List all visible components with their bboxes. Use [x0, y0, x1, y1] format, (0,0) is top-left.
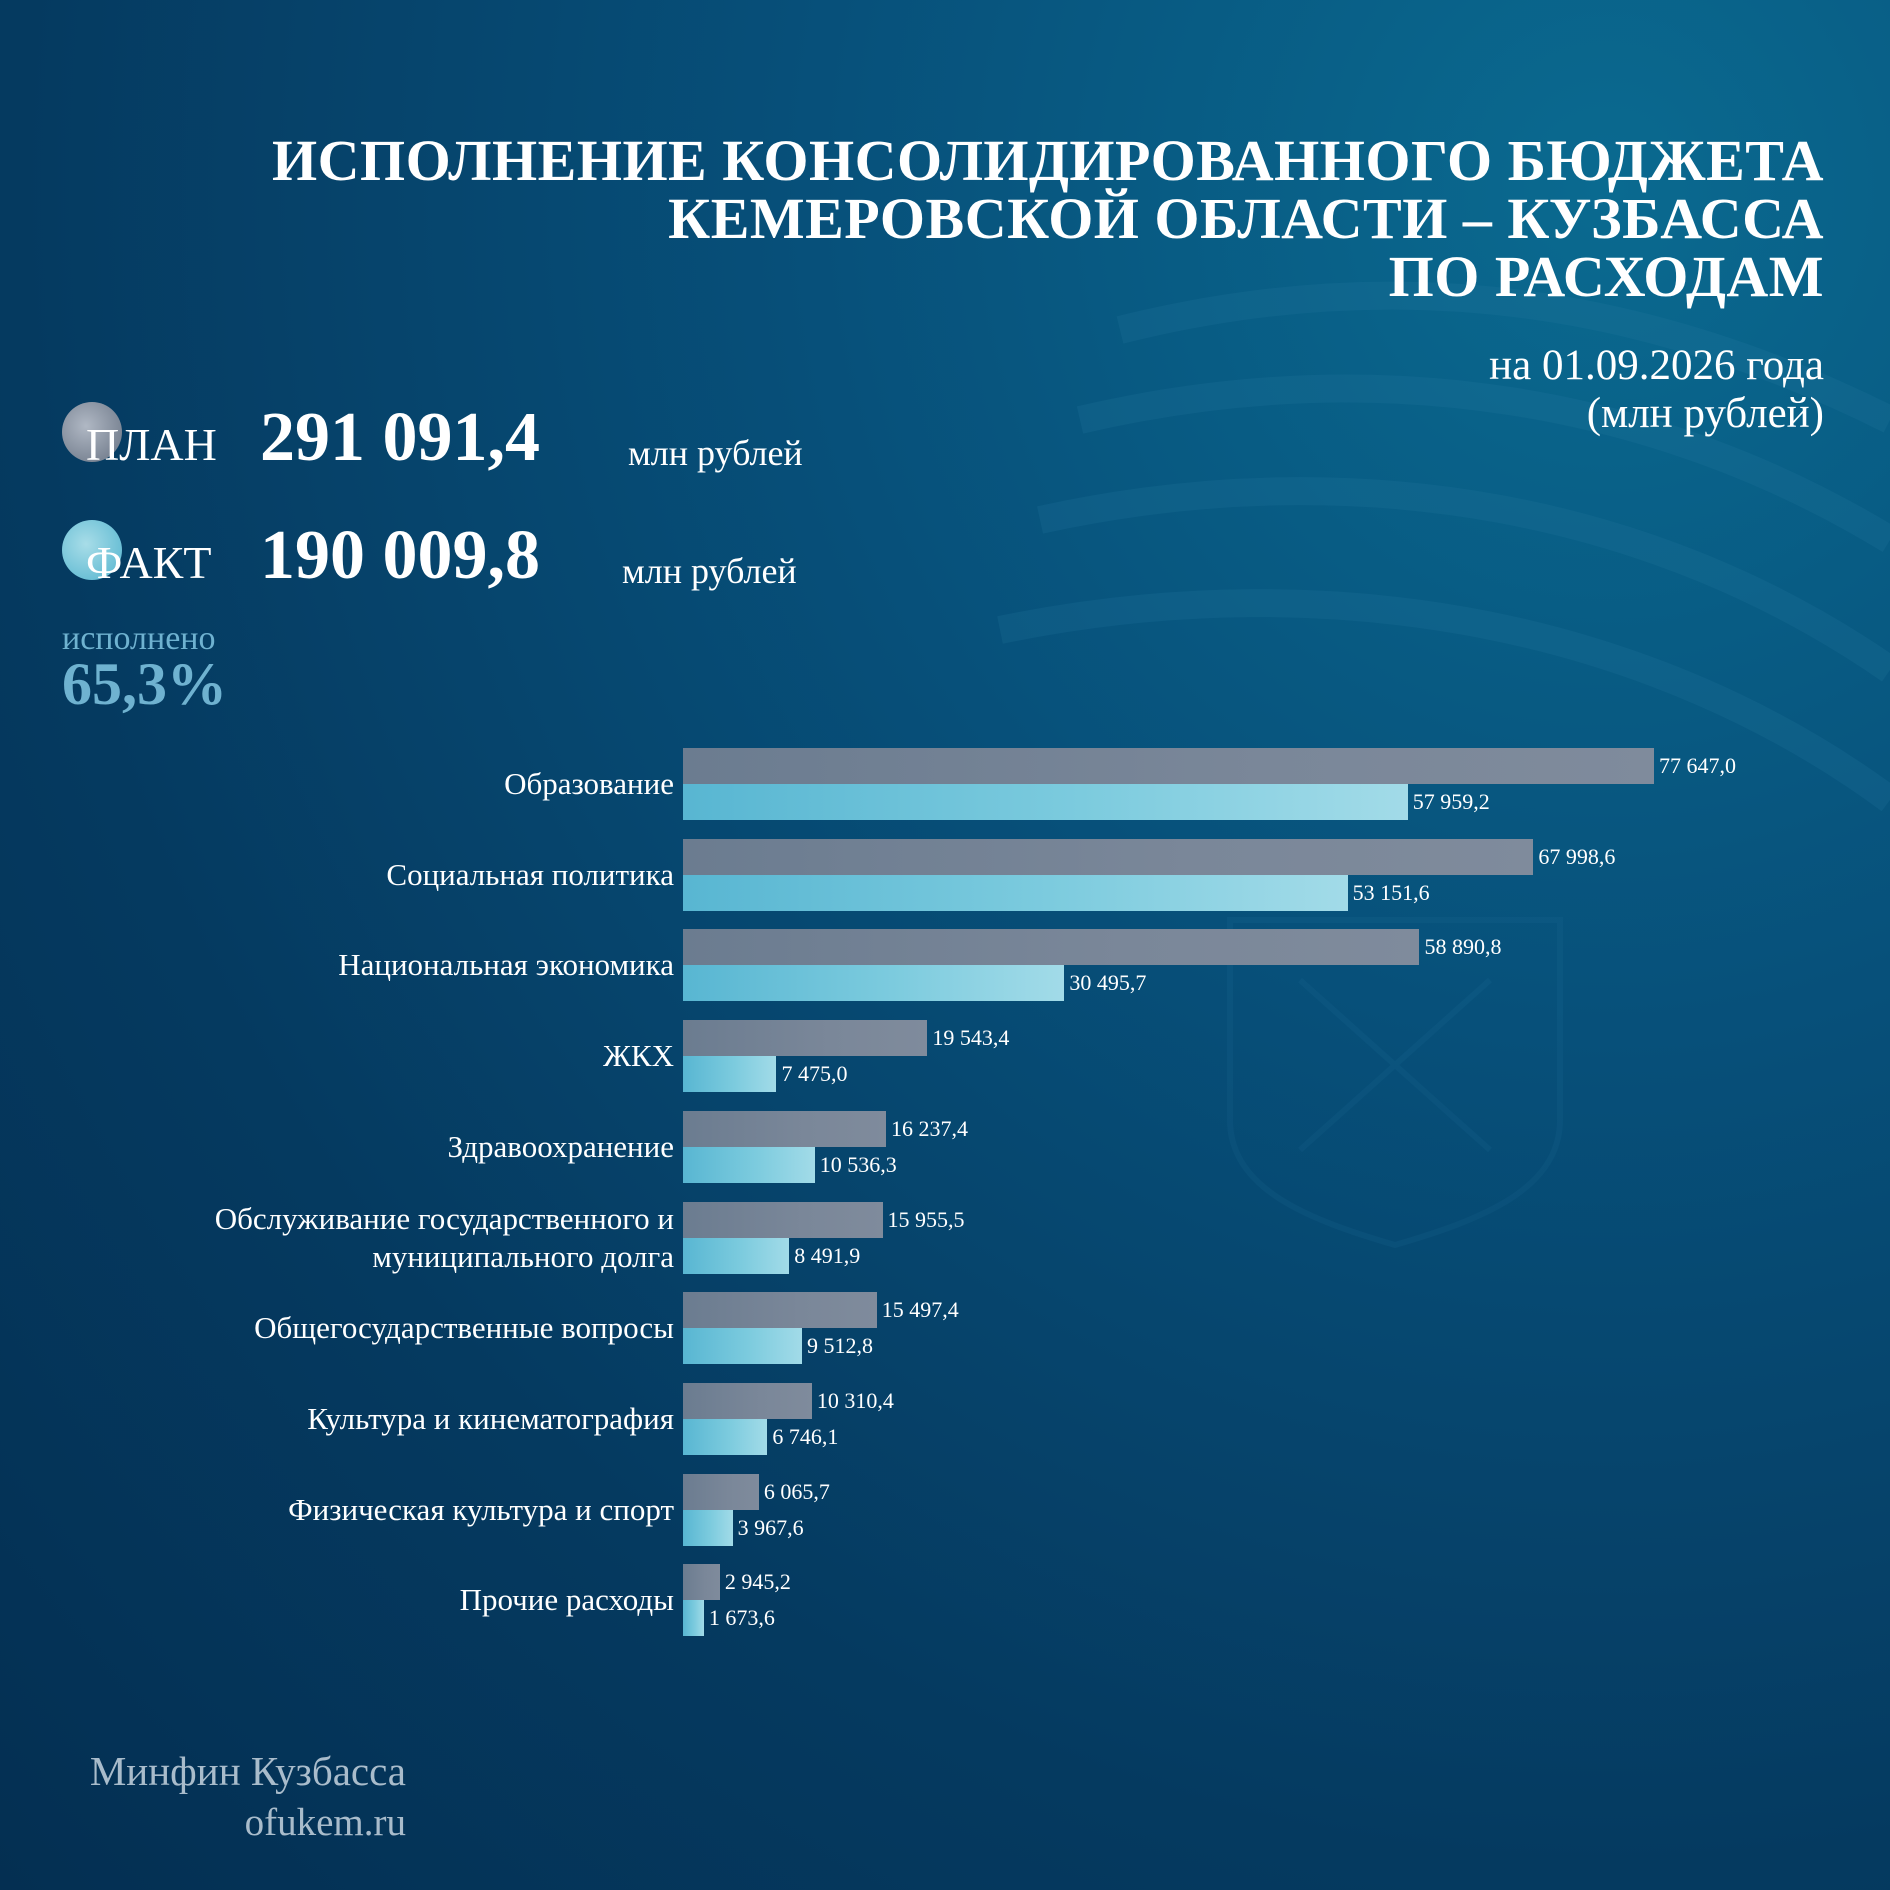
plan-value: 291 091,4: [260, 399, 540, 476]
fact-bar: [683, 1419, 767, 1455]
plan-value-label: 15 497,4: [881, 1297, 959, 1323]
fact-bar: [683, 1600, 704, 1636]
title-line-3: ПО РАСХОДАМ: [1388, 244, 1824, 309]
fact-value-label: 57 959,2: [1412, 789, 1490, 814]
fact-value: 190 009,8: [260, 517, 540, 594]
date-line: на 01.09.2026 года: [1489, 342, 1824, 389]
category-label: [448, 1128, 675, 1166]
fact-bar: [683, 1147, 815, 1183]
category-label-line: Здравоохранение: [447, 1128, 674, 1164]
plan-value-label: 10 310,4: [816, 1387, 894, 1413]
fact-value-label: 10 536,3: [819, 1151, 897, 1177]
plan-value-label: 67 998,6: [1538, 843, 1616, 869]
plan-bar: [683, 839, 1533, 875]
fact-bar: [683, 784, 1408, 820]
category-label-line: Культура и кинематография: [307, 1400, 674, 1436]
fact-bar: [683, 1238, 789, 1274]
fact-value-label: 1 673,6: [708, 1605, 775, 1631]
fact-bar: [683, 1328, 802, 1364]
plan-bar: [683, 1202, 883, 1238]
plan-label: ПЛАН: [86, 419, 217, 470]
plan-value-label: 2 945,2: [724, 1569, 791, 1595]
plan-value-label: 15 955,5: [887, 1206, 965, 1232]
plan-bar: [683, 1111, 886, 1147]
category-label: [504, 765, 674, 803]
fact-bar: [683, 875, 1348, 911]
category-label-line: ЖКХ: [603, 1038, 674, 1074]
execution-percent: 65,3%: [62, 651, 227, 717]
category-label: [460, 1581, 674, 1619]
plan-value-label: 16 237,4: [891, 1115, 969, 1141]
category-label: [603, 1037, 674, 1075]
category-label-line: Общегосударственные вопросы: [254, 1310, 674, 1346]
category-label-line: Национальная экономика: [338, 947, 674, 983]
plan-bar: [683, 1020, 927, 1056]
plan-bar: [683, 1383, 812, 1419]
fact-bar: [683, 1510, 733, 1546]
plan-bar: [683, 1564, 720, 1600]
plan-value-label: 58 890,8: [1424, 934, 1502, 960]
fact-unit: млн рублей: [622, 551, 797, 591]
plan-unit: млн рублей: [628, 433, 803, 473]
category-label: [215, 1200, 674, 1276]
fact-bar: [683, 1056, 776, 1092]
category-label: [386, 856, 674, 894]
fact-value-label: 9 512,8: [806, 1333, 873, 1359]
plan-bar: [683, 748, 1654, 784]
fact-label: ФАКТ: [86, 537, 212, 588]
category-label-line: Обслуживание государственного и: [214, 1200, 674, 1236]
category-label: [288, 1491, 674, 1529]
footer-site[interactable]: ofukem.ru: [244, 1801, 406, 1844]
category-label-line: Образование: [504, 766, 674, 801]
plan-value-label: 77 647,0: [1659, 753, 1736, 778]
fact-value-label: 8 491,9: [794, 1242, 861, 1268]
category-label-line: Физическая культура и спорт: [288, 1491, 674, 1527]
category-label-line: муниципального долга: [372, 1238, 674, 1274]
fact-value-label: 30 495,7: [1069, 970, 1147, 996]
category-label: [338, 946, 674, 984]
plan-value-label: 19 543,4: [932, 1025, 1010, 1051]
units-line: (млн рублей): [1586, 390, 1824, 437]
category-label-line: Прочие расходы: [459, 1582, 674, 1618]
plan-bar: [683, 929, 1419, 965]
category-label: [254, 1309, 674, 1347]
plan-bar: [683, 1474, 759, 1510]
fact-value-label: 6 746,1: [772, 1423, 839, 1449]
category-label-line: Социальная политика: [386, 856, 674, 892]
footer-org: Минфин Кузбасса: [89, 1748, 406, 1794]
title-line-2: КЕМЕРОВСКОЙ ОБЛАСТИ – КУЗБАССА: [668, 186, 1824, 251]
plan-bar: [683, 1292, 877, 1328]
fact-bar: [683, 965, 1064, 1001]
title-line-1: ИСПОЛНЕНИЕ КОНСОЛИДИРОВАННОГО БЮДЖЕТА: [271, 128, 1824, 193]
fact-value-label: 3 967,6: [737, 1514, 804, 1540]
fact-value-label: 7 475,0: [781, 1061, 848, 1087]
category-label: [307, 1400, 674, 1438]
execution-label: исполнено: [62, 620, 216, 657]
footer: [78, 1745, 406, 1849]
fact-value-label: 53 151,6: [1352, 879, 1430, 905]
plan-value-label: 6 065,7: [763, 1478, 830, 1504]
